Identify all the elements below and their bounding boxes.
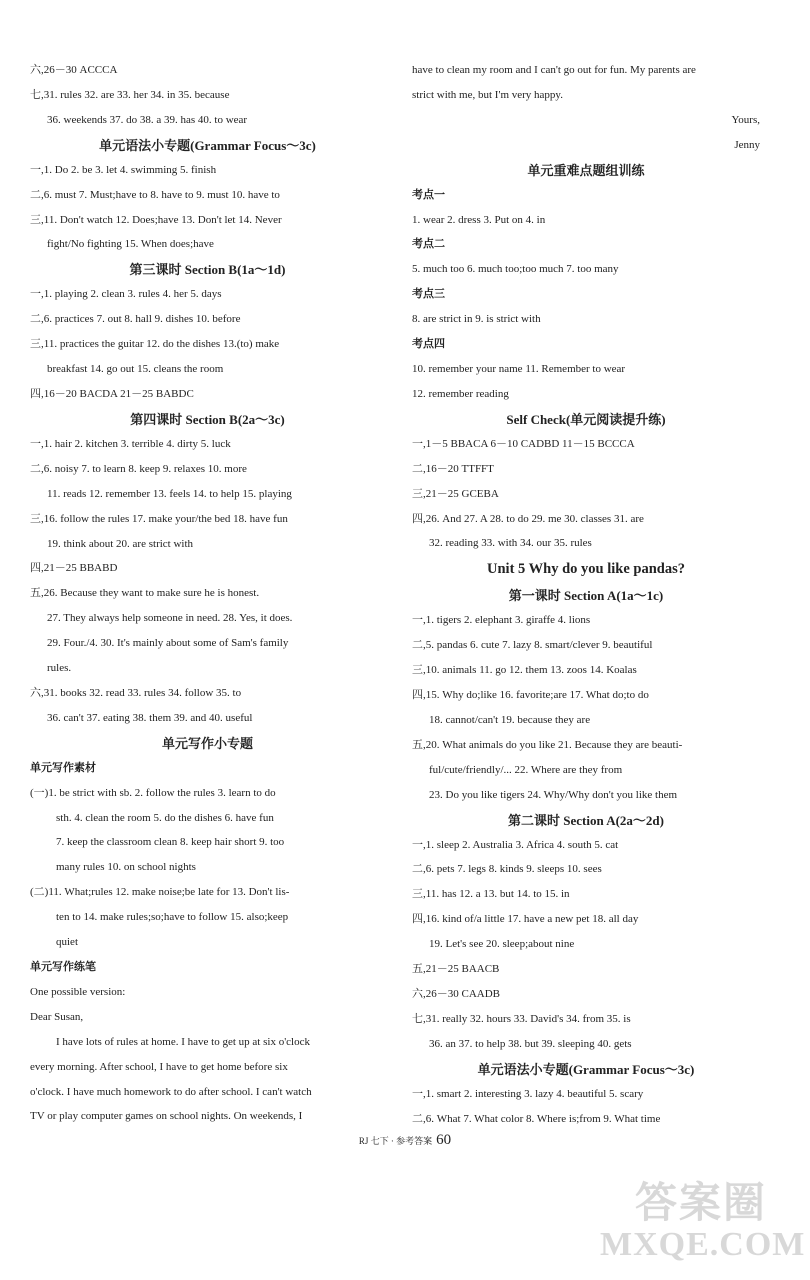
answer-line: 5. much too 6. much too;too much 7. too many (412, 263, 619, 276)
answer-line: sth. 4. clean the room 5. do the dishes 6. have fun (56, 811, 274, 824)
answer-line: 二,6. practices 7. out 8. hall 9. dishes 10. before (30, 313, 241, 326)
answer-line: 二,6. pets 7. legs 8. kinds 9. sleeps 10. sees (412, 863, 602, 876)
answer-line: One possible version: (30, 985, 126, 998)
sub-heading: 考点二 (412, 238, 445, 251)
answer-line: 32. reading 33. with 34. our 35. rules (429, 537, 592, 550)
answer-line: 23. Do you like tigers 24. Why/Why don't you like them (429, 788, 678, 801)
sub-heading: 考点四 (412, 338, 445, 351)
answer-line: 三,11. has 12. a 13. but 14. to 15. in (412, 888, 570, 901)
section-heading: 单元语法小专题(Grammar Focus～3c) (99, 137, 316, 153)
answer-line: 36. weekends 37. do 38. a 39. has 40. to wear (47, 113, 248, 126)
answer-line: 五,26. Because they want to make sure he is honest. (30, 587, 260, 600)
answer-line: Dear Susan, (30, 1010, 84, 1023)
section-heading: Self Check(单元阅读提升练) (506, 411, 666, 427)
watermark-logo: 答案圈 (635, 1181, 768, 1227)
answer-line: 三,10. animals 11. go 12. them 13. zoos 14. Koalas (412, 664, 637, 677)
unit-title: Unit 5 Why do you like pandas? (487, 561, 685, 578)
section-heading: 单元写作小专题 (161, 735, 253, 751)
answer-line: fight/No fighting 15. When does;have (47, 238, 214, 251)
answer-line: 36. an 37. to help 38. but 39. sleeping 40. gets (429, 1037, 632, 1050)
answer-line: 19. Let's see 20. sleep;about nine (429, 938, 575, 951)
sub-heading: 单元写作素材 (30, 761, 96, 774)
answer-line: 三,11. practices the guitar 12. do the dishes 13.(to) make (30, 338, 280, 351)
answer-line: I have lots of rules at home. I have to get up at six o'clock (56, 1035, 310, 1048)
answer-line: 二,16－20 TTFFT (412, 462, 494, 475)
answer-line: 二,6. What 7. What color 8. Where is;from 9. What time (412, 1112, 661, 1125)
answer-line: o'clock. I have much homework to do after school. I can't watch (30, 1085, 312, 1098)
sub-heading: 考点三 (412, 288, 445, 301)
right-column (412, 58, 760, 1132)
signature-line: Jenny (734, 138, 760, 151)
page-footer (330, 1132, 480, 1149)
answer-line: 7. keep the classroom clean 8. keep hair short 9. too (56, 836, 285, 849)
answer-line: 七,31. rules 32. are 33. her 34. in 35. because (30, 88, 230, 101)
answer-line: 三,21－25 GCEBA (412, 487, 499, 500)
answer-line: 29. Four./4. 30. It's mainly about some of Sam's family (47, 637, 289, 650)
section-heading: 第三课时 Section B(1a～1d) (129, 262, 286, 278)
answer-line: 二,5. pandas 6. cute 7. lazy 8. smart/clever 9. beautiful (412, 639, 653, 652)
answer-line: 8. are strict in 9. is strict with (412, 313, 541, 326)
answer-line: 二,6. noisy 7. to learn 8. keep 9. relaxes 10. more (30, 462, 247, 475)
sub-heading: 考点一 (412, 188, 445, 201)
answer-line: 27. They always help someone in need. 28. Yes, it does. (47, 612, 293, 625)
answer-line: (一)1. be strict with sb. 2. follow the rules 3. learn to do (30, 786, 276, 799)
sub-heading: 单元写作练笔 (30, 961, 96, 973)
answer-line: 一,1－5 BBACA 6－10 CADBD 11－15 BCCCA (412, 437, 635, 450)
answer-line: ful/cute/friendly/... 22. Where are they from (429, 763, 623, 776)
answer-line: have to clean my room and I can't go out for fun. My parents are (412, 64, 696, 76)
answer-line: 一,1. playing 2. clean 3. rules 4. her 5. days (30, 288, 222, 301)
section-heading: 单元语法小专题(Grammar Focus～3c) (477, 1061, 695, 1077)
answer-line: 一,1. tigers 2. elephant 3. giraffe 4. lions (412, 614, 591, 627)
section-heading: 第一课时 Section A(1a～1c) (508, 588, 664, 604)
answer-line: 六,26－30 ACCCA (30, 64, 118, 76)
answer-line: 12. remember reading (412, 387, 509, 400)
answer-line: 36. can't 37. eating 38. them 39. and 40. useful (47, 711, 253, 724)
answer-line: 1. wear 2. dress 3. Put on 4. in (412, 213, 546, 226)
answer-line: 四,16. kind of/a little 17. have a new pet 18. all day (412, 913, 639, 926)
answer-line: breakfast 14. go out 15. cleans the room (47, 363, 224, 376)
answer-line: 六,31. books 32. read 33. rules 34. follow 35. to (30, 686, 242, 699)
answer-line: 七,31. really 32. hours 33. David's 34. from 35. is (412, 1012, 631, 1025)
answer-line: 19. think about 20. are strict with (47, 537, 194, 550)
answer-line: 五,20. What animals do you like 21. Because they are beauti- (412, 738, 683, 751)
answer-line: 三,11. Don't watch 12. Does;have 13. Don't let 14. Never (30, 213, 282, 226)
section-heading: 单元重难点题组训练 (527, 162, 645, 178)
answer-line: TV or play computer games on school nights. On weekends, I (30, 1110, 303, 1123)
page-number: 60 (436, 1132, 452, 1148)
left-column (30, 58, 385, 1129)
answer-line: 11. reads 12. remember 13. feels 14. to help 15. playing (47, 487, 292, 500)
answer-line: 四,21－25 BBABD (30, 562, 118, 575)
section-heading: 第四课时 Section B(2a～3c) (130, 411, 285, 427)
answer-line: 六,26－30 CAADB (412, 988, 501, 1000)
signature-line: Yours, (731, 113, 760, 126)
section-heading: 第二课时 Section A(2a～2d) (507, 812, 664, 828)
watermark (600, 1170, 806, 1270)
answer-line: 10. remember your name 11. Remember to wear (412, 362, 626, 375)
answer-line: quiet (56, 936, 78, 949)
answer-line: 四,26. And 27. A 28. to do 29. me 30. classes 31. are (412, 512, 644, 525)
answer-line: 五,21－25 BAACB (412, 963, 500, 976)
answer-line: (二)11. What;rules 12. make noise;be late for 13. Don't lis- (30, 886, 290, 899)
footer-label: RJ 七下 · 参考答案 (358, 1136, 433, 1146)
answer-line: 一,1. smart 2. interesting 3. lazy 4. beautiful 5. scary (412, 1087, 644, 1100)
answer-line: 一,1. hair 2. kitchen 3. terrible 4. dirty 5. luck (30, 437, 231, 450)
answer-line: rules. (47, 662, 72, 675)
answer-line: 四,15. Why do;like 16. favorite;are 17. What do;to do (412, 689, 649, 702)
answer-line: 二,6. must 7. Must;have to 8. have to 9. must 10. have to (30, 188, 280, 201)
answer-line: 一,1. sleep 2. Australia 3. Africa 4. south 5. cat (412, 838, 619, 851)
answer-line: ten to 14. make rules;so;have to follow 15. also;keep (56, 911, 289, 924)
answer-line: 一,1. Do 2. be 3. let 4. swimming 5. finish (30, 163, 217, 176)
answer-line: 三,16. follow the rules 17. make your/the bed 18. have fun (30, 512, 288, 525)
answer-line: strict with me, but I'm very happy. (412, 88, 563, 101)
answer-line: many rules 10. on school nights (56, 861, 196, 874)
watermark-url: MXQE.COM (600, 1226, 806, 1263)
answer-line: 18. cannot/can't 19. because they are (429, 713, 591, 726)
answer-line: every morning. After school, I have to get home before six (30, 1060, 288, 1073)
answer-line: 四,16－20 BACDA 21－25 BABDC (30, 387, 194, 400)
